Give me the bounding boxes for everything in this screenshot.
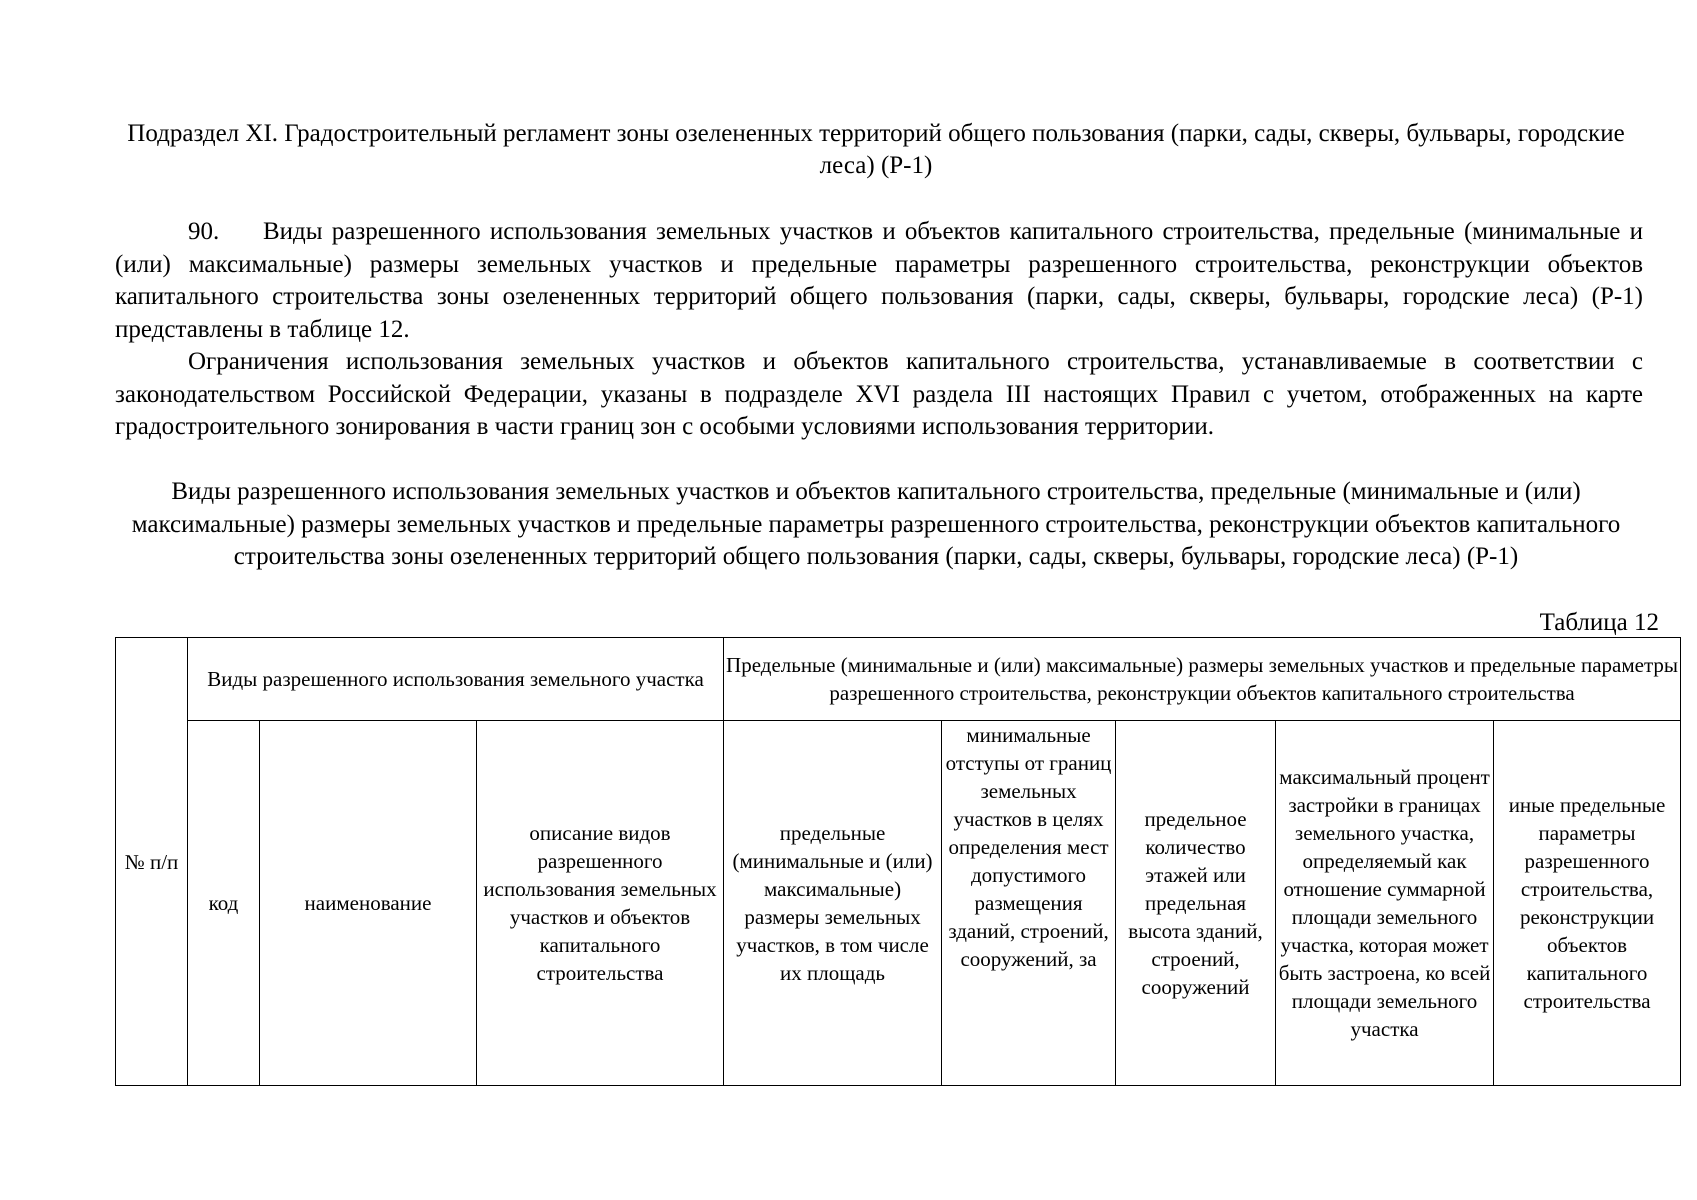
table-header-row-2 [116, 721, 1681, 1086]
subsection-title: Подраздел XI. Градостроительный регламент зоны озелененных территорий общего пользования (парки, сады, скверы, бульвары, городские леса) (Р-1) [127, 120, 1625, 179]
header-name: наименование [260, 721, 477, 1086]
table-header-row-1 [116, 638, 1681, 721]
table-caption: Виды разрешенного использования земельных участков и объектов капитального строительства, предельные (минимальные и (или) максимальные) размеры земельных участков и предельные параметры разрешенного строительства, реконструкции объектов капитального строительства зоны озелененных территорий общего пользования (парки, сады, скверы, бульвары, городские леса) (Р-1) [131, 478, 1621, 570]
paragraph-number: 90. [188, 218, 220, 245]
header-group-limits: Предельные (минимальные и (или) максимальные) размеры земельных участков и предельные параметры разрешенного строительства, реконструкции объектов капитального строительства [724, 638, 1681, 721]
paragraph-90-text: Виды разрешенного использования земельных участков и объектов капитального строительства, предельные (минимальные и (или) максимальные) размеры земельных участков и предельные параметры разрешенного строительства, реконструкции объектов капитального строительства зоны озелененных территорий общего пользования (парки, сады, скверы, бульвары, городские леса) (Р-1) представлены в таблице 12. [115, 218, 1643, 343]
header-floors: предельное количество этажей или предельная высота зданий, строений, сооружений [1116, 721, 1276, 1086]
body-text [115, 216, 1643, 444]
paragraph-90 [115, 216, 1643, 346]
header-sizes: предельные (минимальные и (или) максимальные) размеры земельных участков, в том числе их площадь [724, 721, 942, 1086]
header-coverage: максимальный процент застройки в границах земельного участка, определяемый как отношение суммарной площади земельного участка, которая может быть застроена, ко всей площади земельного участка [1276, 721, 1494, 1086]
header-number: № п/п [116, 638, 188, 1086]
header-group-uses: Виды разрешенного использования земельного участка [188, 638, 724, 721]
header-description: описание видов разрешенного использования земельных участков и объектов капитального строительства [477, 721, 724, 1086]
paragraph-restrictions: Ограничения использования земельных участков и объектов капитального строительства, устанавливаемые в соответствии с законодательством Российской Федерации, указаны в подразделе XVI раздела III настоящих Правил с учетом, отображенных на карте градостроительного зонирования в части границ зон с особыми условиями использования территории. [115, 348, 1643, 440]
regulation-table [115, 637, 1681, 1086]
header-setbacks [942, 721, 1116, 1086]
header-other: иные предельные параметры разрешенного строительства, реконструкции объектов капитального строительства [1494, 721, 1681, 1086]
header-code: код [188, 721, 260, 1086]
table-number: Таблица 12 [1539, 609, 1659, 636]
header-setbacks-text: минимальные отступы от границ земельных участков в целях определения мест допустимого размещения зданий, строений, сооружений, за [945, 723, 1112, 971]
